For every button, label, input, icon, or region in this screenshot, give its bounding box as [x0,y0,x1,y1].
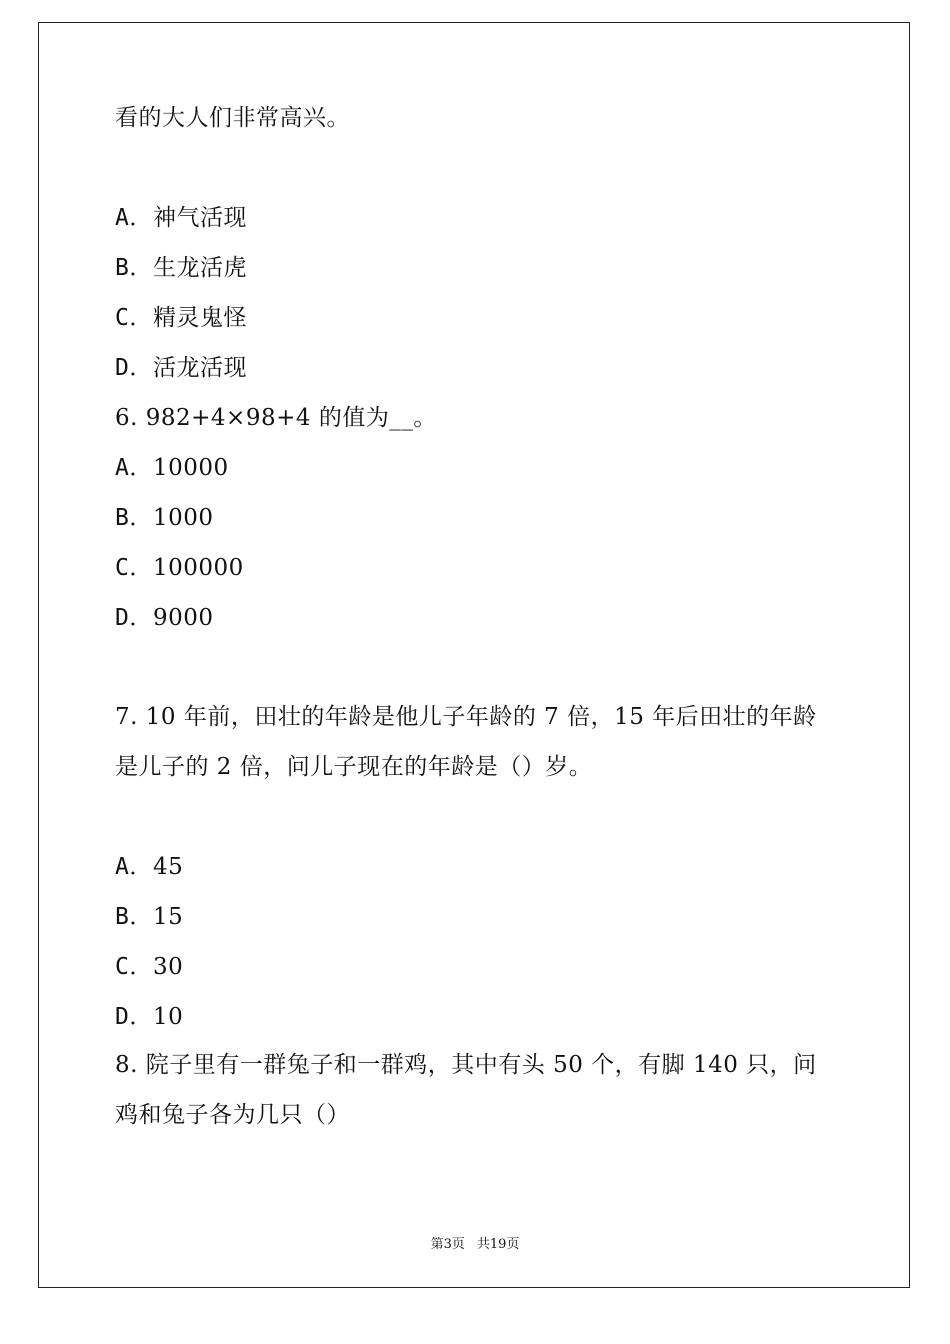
option-letter: D． [115,605,153,631]
q7-option-a [115,852,183,882]
option-letter: C． [115,954,153,980]
option-text: 100000 [153,555,244,581]
option-text: 神气活现 [153,205,247,231]
option-text: 1000 [153,505,214,531]
option-letter: D． [115,1004,153,1030]
option-text: 15 [153,904,184,930]
option-text: 生龙活虎 [153,255,247,281]
intro-line: 看的大人们非常高兴。 [115,105,350,131]
option-letter: A． [115,854,153,880]
option-text: 9000 [153,605,214,631]
page-total: 共19页 [476,1237,520,1252]
q6-option-d [115,603,214,633]
page-number: 第3页 [430,1237,465,1252]
q8-question-line2: 鸡和兔子各为几只（） [115,1102,350,1128]
q7-option-c [115,952,183,982]
q6-option-c [115,553,244,583]
option-letter: B． [115,505,153,531]
option-text: 精灵鬼怪 [153,305,247,331]
q7-option-d [115,1002,183,1032]
q8-question-line1: 8. 院子里有一群兔子和一群鸡，其中有头 50 个，有脚 140 只，问 [115,1052,817,1078]
option-letter: D． [115,355,153,381]
q6-option-b [115,503,214,533]
q5-option-a [115,203,247,233]
option-text: 10 [153,1004,184,1030]
page-footer [0,1233,950,1252]
option-text: 30 [153,954,184,980]
option-letter: C． [115,305,153,331]
q5-option-c [115,303,247,333]
option-text: 45 [153,854,184,880]
q7-option-b [115,902,183,932]
option-text: 活龙活现 [153,355,247,381]
q7-question-line1: 7. 10 年前，田壮的年龄是他儿子年龄的 7 倍，15 年后田壮的年龄 [115,704,817,730]
q7-question-line2: 是儿子的 2 倍，问儿子现在的年龄是（）岁。 [115,754,593,780]
option-letter: B． [115,904,153,930]
option-letter: A． [115,455,153,481]
option-letter: B． [115,255,153,281]
q6-question: 6. 982+4×98+4 的值为__。 [115,405,437,431]
option-text: 10000 [153,455,229,481]
q5-option-d [115,353,247,383]
option-letter: C． [115,555,153,581]
q5-option-b [115,253,247,283]
option-letter: A． [115,205,153,231]
q6-option-a [115,453,229,483]
